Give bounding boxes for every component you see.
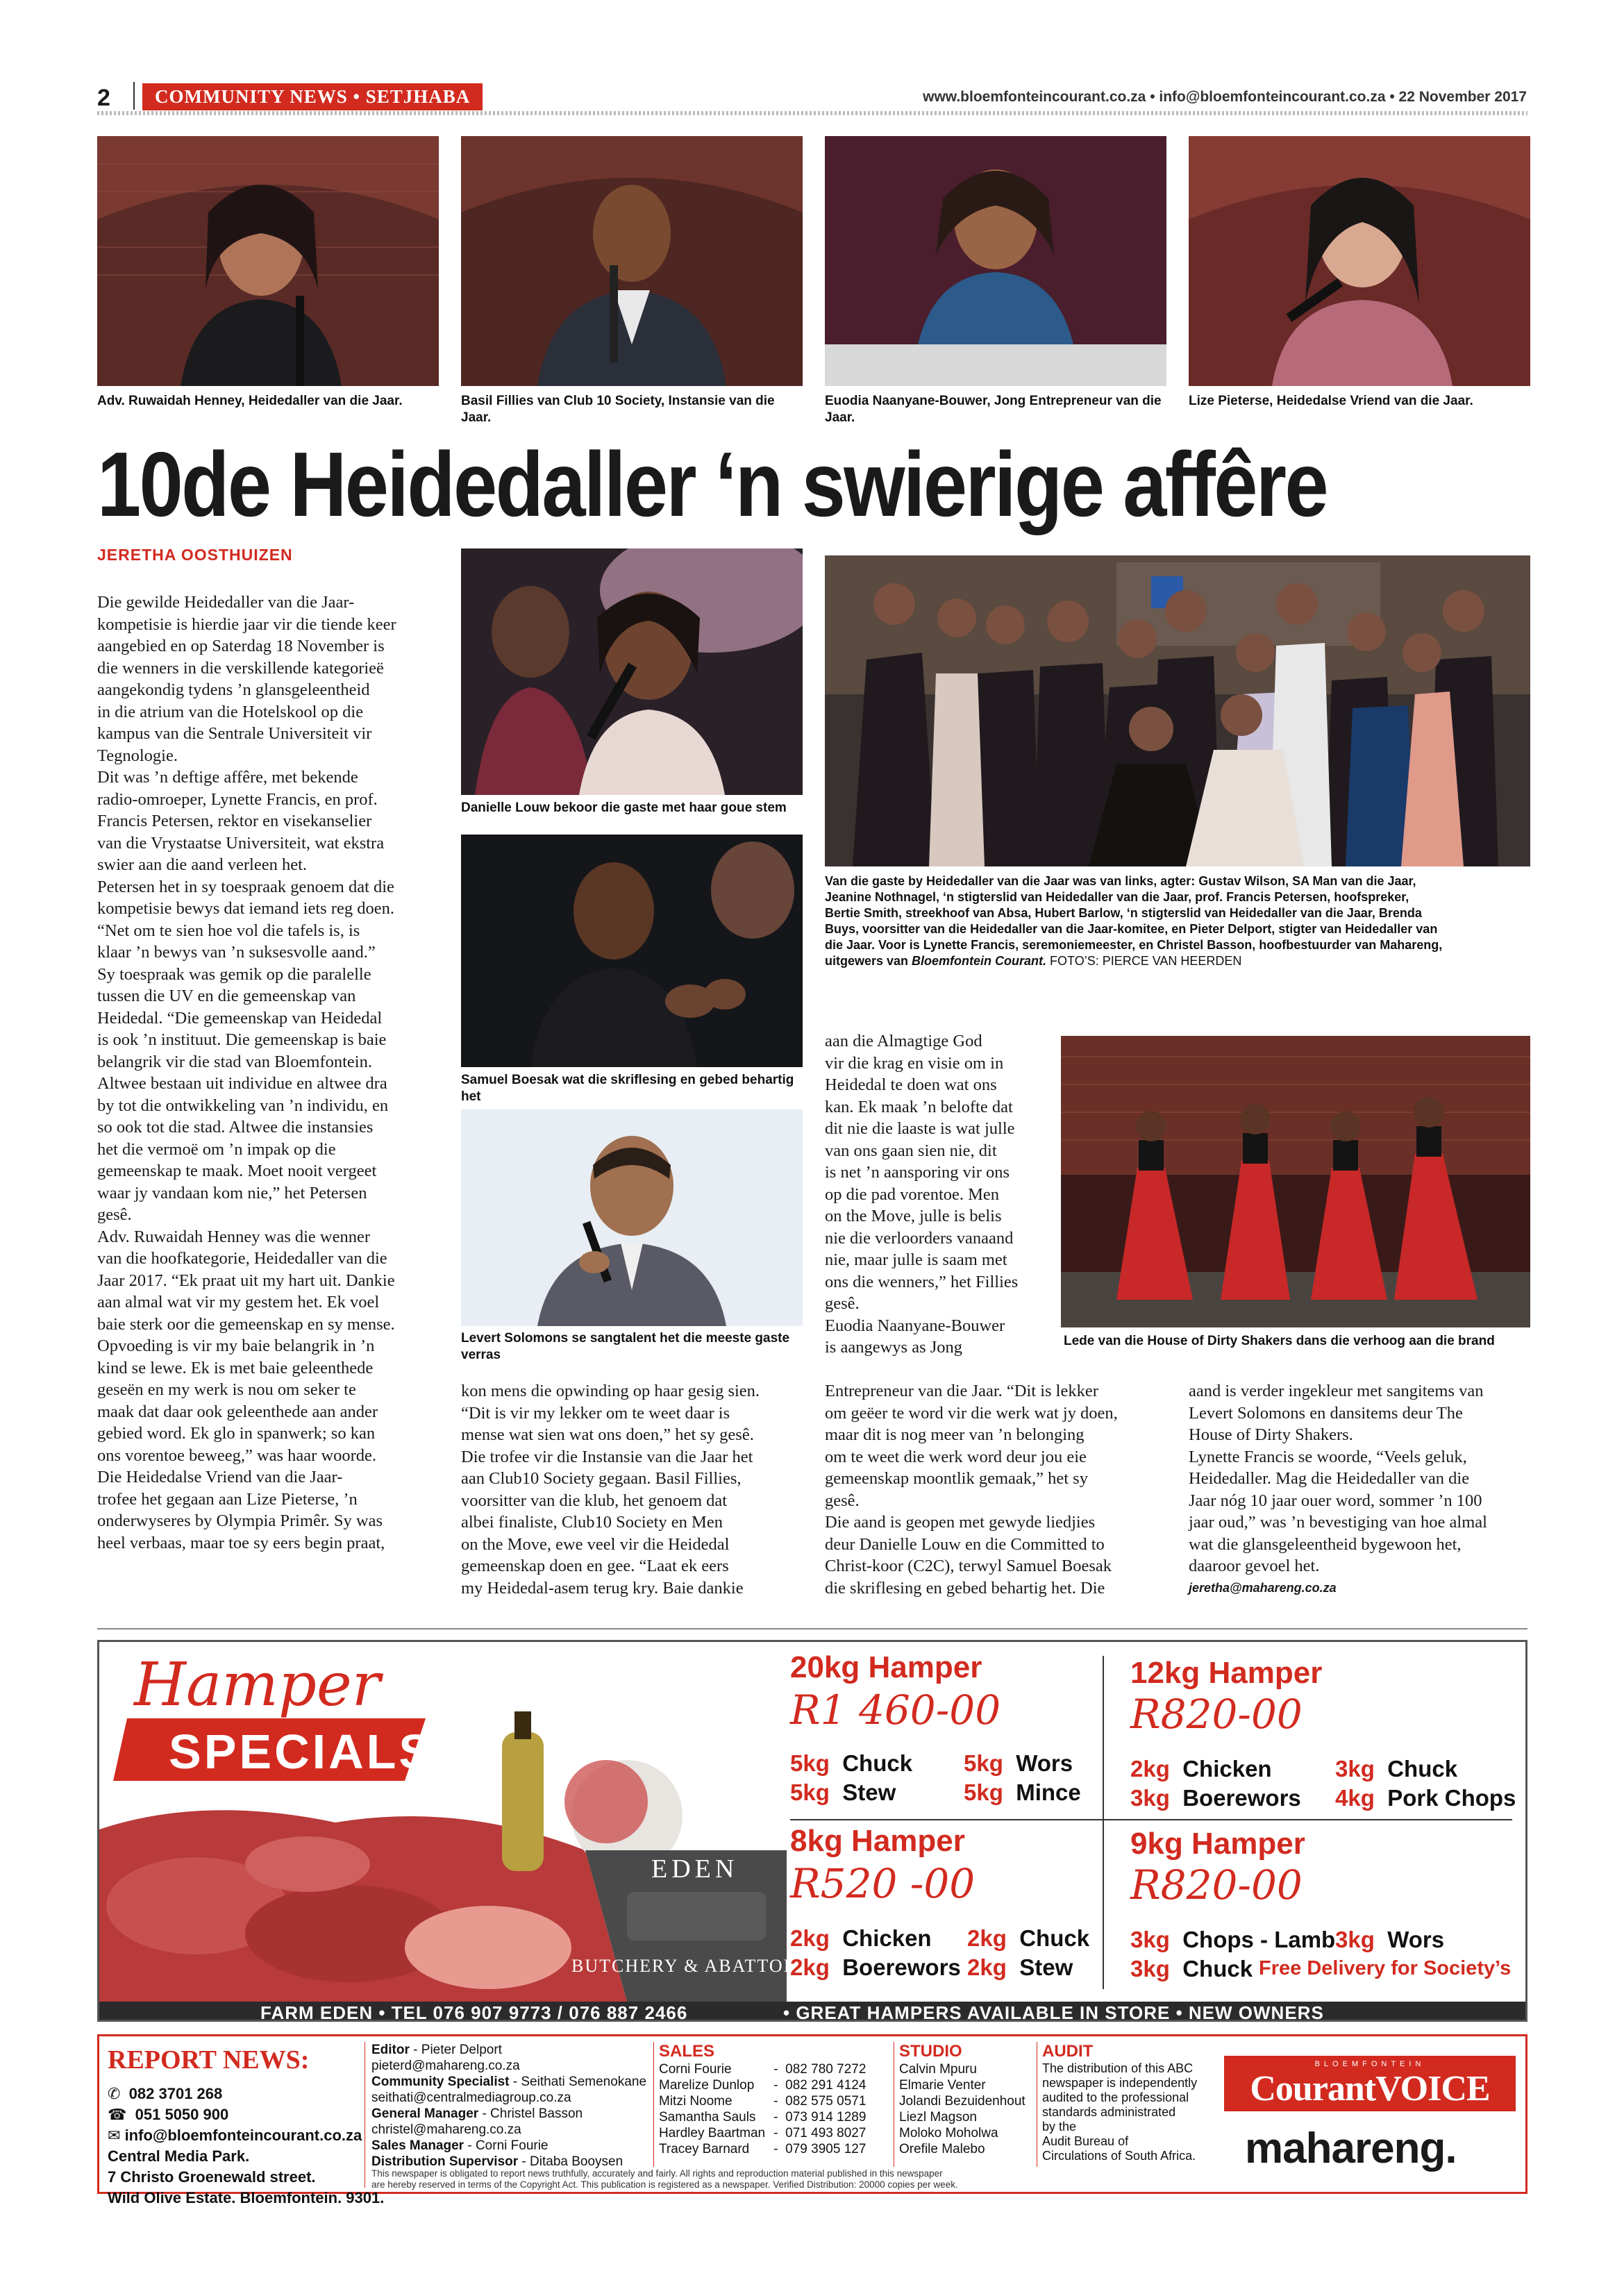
staff-line: Community Specialist - Seithati Semenokane bbox=[371, 2075, 647, 2089]
advert-script-title: Hamper bbox=[134, 1650, 380, 1720]
studio-member: Liezl Magson bbox=[899, 2110, 977, 2125]
text-line: wat die glansgeleentheid bygewoon het, bbox=[1189, 1534, 1462, 1554]
email-line[interactable]: ✉ info@bloemfonteincourant.co.za bbox=[108, 2127, 362, 2144]
text-line: trofee het gegaan aan Lize Pieterse, ’n bbox=[97, 1489, 358, 1509]
studio-member: Jolandi Bezuidenhout bbox=[899, 2094, 1026, 2109]
article-column-2 bbox=[461, 1380, 808, 1599]
phone-line: ☎ 051 5050 900 bbox=[108, 2106, 229, 2123]
advert-brand-sub: BUTCHERY & ABATTOIR bbox=[571, 1956, 805, 1976]
text-line: deur Danielle Louw en die Committed to bbox=[825, 1534, 1105, 1554]
audit-line: The distribution of this ABC bbox=[1042, 2061, 1194, 2075]
text-line: die wenners in die verskillende kategorieë bbox=[97, 658, 384, 678]
advert-tagline: • GREAT HAMPERS AVAILABLE IN STORE • NEW OWNERS bbox=[783, 2002, 1324, 2022]
studio-member: Calvin Mpuru bbox=[899, 2062, 977, 2077]
text-line: maak dat daar ook geleenthede aan ander bbox=[97, 1402, 378, 1421]
hamper-8kg-title: 8kg Hamper bbox=[790, 1824, 965, 1858]
text-line: so ook tot die stad. Altwee die instansies bbox=[97, 1118, 374, 1137]
audit-line: Circulations of South Africa. bbox=[1042, 2149, 1196, 2163]
text-line: is ook ’n instituut. Die gemeenskap is baie bbox=[97, 1030, 387, 1049]
report-contacts bbox=[108, 2084, 384, 2209]
text-line: Die gewilde Heidedaller van die Jaar- bbox=[97, 593, 355, 612]
audit-line: standards administrated bbox=[1042, 2105, 1176, 2119]
text-line: “Net om te sien hoe vol die tafels is, is bbox=[97, 921, 360, 940]
text-line: gesê. bbox=[825, 1294, 860, 1313]
text-line: jaar oud,” was ’n bevestiging van hoe almal bbox=[1189, 1513, 1487, 1532]
staff-line: seithati@centralmediagroup.co.za bbox=[371, 2090, 571, 2105]
studio-member: Orefile Malebo bbox=[899, 2142, 985, 2156]
photo-basil-fillies bbox=[461, 136, 803, 386]
text-line: kompetisie bewys dat iemand iets reg doen. bbox=[97, 899, 394, 918]
whatsapp-line: ✆ 082 3701 268 bbox=[108, 2085, 223, 2102]
free-delivery-note: Free Delivery for Society’s bbox=[1259, 1957, 1512, 1979]
hamper-item: 3kg Wors bbox=[1335, 1927, 1445, 1952]
text-line: Petersen het in sy toespraak genoem dat die bbox=[97, 877, 394, 896]
text-line: Heidedaller. Mag die Heidedaller van die bbox=[1189, 1469, 1470, 1488]
audit-line: audited to the professional bbox=[1042, 2090, 1189, 2104]
text-line: “Dit is vir my lekker om te weet daar is bbox=[461, 1403, 730, 1423]
text-line: aangebied en op Saterdag 18 November is bbox=[97, 637, 385, 655]
header-divider bbox=[133, 82, 135, 110]
page-number: 2 bbox=[97, 85, 110, 111]
text-line: Heidedal. “Die gemeenskap van Heidedal bbox=[97, 1008, 383, 1028]
sales-row: Mitzi Noome - 082 575 0571 bbox=[659, 2094, 867, 2109]
text-line: geseën en my werk is nou om seker te bbox=[97, 1380, 356, 1399]
text-line: House of Dirty Shakers. bbox=[1189, 1425, 1353, 1444]
text-line: Levert Solomons en dansitems deur The bbox=[1189, 1403, 1463, 1423]
text-line: gesê. bbox=[97, 1205, 132, 1224]
text-line: baie sterk oor die gemeenskap en sy mense. bbox=[97, 1314, 395, 1334]
text-line: Lynette Francis se woorde, “Veels geluk, bbox=[1189, 1447, 1467, 1466]
text-line: Adv. Ruwaidah Henney was die wenner bbox=[97, 1227, 371, 1246]
mahareng-logo: mahareng. bbox=[1245, 2125, 1457, 2172]
caption-group-line-last bbox=[825, 953, 1530, 969]
text-line: aand is verder ingekleur met sangitems van bbox=[1189, 1382, 1484, 1400]
text-line: maar dit is nog meer van ’n belonging bbox=[825, 1425, 1085, 1444]
hamper-item: 5kg Stew bbox=[790, 1779, 896, 1805]
text-line: Francis Petersen, rektor en visekanselier bbox=[97, 812, 372, 830]
staff-line: Distribution Supervisor - Ditaba Booysen bbox=[371, 2154, 623, 2169]
caption-ruwaidah: Adv. Ruwaidah Henney, Heidedaller van die Jaar. bbox=[97, 394, 403, 408]
advert-banner: SPECIALS bbox=[169, 1725, 435, 1779]
text-line: ons die wenners,” het Fillies bbox=[825, 1272, 1019, 1291]
text-line: van die Vrystaatse Universiteit, wat ekstra bbox=[97, 833, 385, 853]
hamper-12kg-title: 12kg Hamper bbox=[1130, 1656, 1323, 1690]
photo-ruwaidah-henney bbox=[97, 136, 439, 386]
text-line: Entrepreneur van die Jaar. “Dit is lekker bbox=[825, 1382, 1098, 1400]
text-line: Jaar 2017. “Ek praat uit my hart uit. Dankie bbox=[97, 1271, 395, 1290]
text-line: heel verbaas, maar toe sy eers begin praat, bbox=[97, 1533, 385, 1552]
photo-group-guests bbox=[825, 555, 1530, 866]
caption-danielle: Danielle Louw bekoor die gaste met haar goue stem bbox=[461, 801, 787, 815]
caption-group bbox=[825, 873, 1530, 969]
hamper-12kg-price: R820-00 bbox=[1130, 1691, 1303, 1738]
mail-icon: ✉ bbox=[108, 2127, 121, 2144]
text-line: Jaar nóg 10 jaar ouer word, sommer ’n 100 bbox=[1189, 1491, 1482, 1510]
text-line: kompetisie is hierdie jaar vir die tiende keer bbox=[97, 614, 396, 634]
text-line: vir die krag en visie om in bbox=[825, 1053, 1004, 1073]
text-line: on the Move, ewe veel vir die Heidedal bbox=[461, 1534, 730, 1554]
text-line: my Heidedal-asem terug kry. Baie dankie bbox=[461, 1578, 744, 1598]
text-line: Altwee bestaan uit individue en altwee dra bbox=[97, 1074, 387, 1093]
hamper-item: 2kg Chuck bbox=[967, 1925, 1090, 1951]
text-line: by tot die ontwikkeling van ’n individu, en bbox=[97, 1096, 389, 1115]
text-line: het die vermoë om ’n impak op die bbox=[97, 1139, 336, 1159]
header-rule bbox=[97, 111, 1527, 115]
logo-small-text: BLOEMFONTEIN bbox=[1314, 2060, 1425, 2068]
staff-line: pieterd@mahareng.co.za bbox=[371, 2059, 520, 2073]
text-line: gesê. bbox=[825, 1491, 860, 1510]
caption-group-line: Van die gaste by Heidedaller van die Jaar was van links, agter: Gustav Wilson, SA Man van die Jaar, bbox=[825, 874, 1416, 888]
text-line: kon mens die opwinding op haar gesig sien. bbox=[461, 1382, 760, 1400]
hamper-item: 3kg Boerewors bbox=[1130, 1785, 1301, 1811]
caption-group-line: Jeanine Nothnagel, ‘n stigterslid van Heidedaller van die Jaar, prof. Francis Petersen, hoofspreker, bbox=[825, 890, 1409, 904]
caption-euodia: Euodia Naanyane-Bouwer, Jong Entrepreneur van die Jaar. bbox=[825, 394, 1162, 425]
footer-divider bbox=[653, 2042, 654, 2167]
photo-danielle-louw bbox=[461, 548, 803, 795]
text-line: kind se lewe. Ek is met baie geleenthede bbox=[97, 1358, 374, 1377]
text-line: tussen die UV en die gemeenskap van bbox=[97, 987, 356, 1005]
text-line: om geëer te word vir die werk wat jy doen, bbox=[825, 1403, 1118, 1423]
caption-group-line: Bertie Smith, streekhoof van Absa, Hubert Barlow, ‘n stigterslid van Heidedaller van die Jaar, Brenda bbox=[825, 906, 1422, 920]
hamper-item: 2kg Chicken bbox=[1130, 1756, 1272, 1782]
text-line: die skriflesing en gebed behartig het. Die bbox=[825, 1578, 1105, 1598]
hamper-item: 2kg Chicken bbox=[790, 1925, 932, 1951]
article-column-3a bbox=[825, 1030, 1054, 1359]
caption-dancers: Lede van die House of Dirty Shakers dans die verhoog aan die brand bbox=[1064, 1334, 1495, 1348]
caption-samuel: Samuel Boesak wat die skriflesing en gebed behartig het bbox=[461, 1073, 794, 1104]
text-line: Heidedal te doen wat ons bbox=[825, 1075, 997, 1094]
studio-title: STUDIO bbox=[899, 2042, 962, 2061]
phone-icon: ☎ bbox=[108, 2106, 127, 2123]
text-line: ons vorentoe beweeg,” was haar woorde. bbox=[97, 1446, 377, 1465]
author-email[interactable]: jeretha@mahareng.co.za bbox=[1189, 1580, 1337, 1595]
photo-credit: FOTO’S: PIERCE VAN HEERDEN bbox=[1046, 954, 1242, 968]
hamper-item: 5kg Mince bbox=[964, 1779, 1081, 1805]
text-line: gemeenskap doen en gee. “Laat ek eers bbox=[461, 1557, 729, 1575]
text-line: gemeenskap moontlik gemaak,” het sy bbox=[825, 1469, 1088, 1488]
hamper-divider bbox=[1103, 1656, 1104, 1989]
text-line: Tegnologie. bbox=[97, 746, 178, 765]
sales-row: Tracey Barnard - 079 3905 127 bbox=[659, 2142, 867, 2156]
text-line: Euodia Naanyane-Bouwer bbox=[825, 1316, 1005, 1335]
text-line: om te weet die werk word deur jou eie bbox=[825, 1447, 1087, 1466]
text-line: mense wat sien wat ons doen,” het sy gesê. bbox=[461, 1425, 754, 1444]
staff-line: Sales Manager - Corni Fourie bbox=[371, 2138, 549, 2153]
hamper-item: 2kg Boerewors bbox=[790, 1954, 961, 1980]
header-meta: www.bloemfonteincourant.co.za • info@bloemfonteincourant.co.za • 22 November 2017 bbox=[923, 89, 1527, 105]
photo-lize-pieterse bbox=[1189, 136, 1530, 386]
caption-basil: Basil Fillies van Club 10 Society, Instansie van die Jaar. bbox=[461, 394, 775, 425]
text-line: op die pad vorentoe. Men bbox=[825, 1184, 1000, 1204]
byline: JERETHA OOSTHUIZEN bbox=[97, 546, 293, 564]
advert-brand: EDEN bbox=[651, 1854, 739, 1884]
hamper-item: 4kg Pork Chops bbox=[1335, 1785, 1516, 1811]
photo-euodia-naanyane-bouwer bbox=[825, 136, 1166, 386]
text-line: Die Heidedalse Vriend van die Jaar- bbox=[97, 1468, 343, 1486]
text-line: is net ’n aansporing vir ons bbox=[825, 1163, 1010, 1182]
text-line: gemeenskap te maak. Moet nooit vergeet bbox=[97, 1162, 377, 1180]
text-line: waar jy vandaan kom nie,” het Petersen bbox=[97, 1183, 367, 1203]
photo-samuel-boesak bbox=[461, 835, 803, 1067]
text-line: albei finaliste, Club10 Society en Men bbox=[461, 1513, 723, 1532]
audit-text bbox=[1042, 2061, 1216, 2163]
staff-line: christel@mahareng.co.za bbox=[371, 2122, 521, 2137]
photo-levert-solomons bbox=[461, 1109, 803, 1326]
text-line: aan die Almagtige God bbox=[825, 1032, 982, 1050]
hamper-20kg-price: R1 460-00 bbox=[790, 1686, 1001, 1734]
text-line: Die aand is geopen met gewyde liedjies bbox=[825, 1513, 1096, 1532]
address-line: Wild Olive Estate. Bloemfontein. 9301. bbox=[108, 2189, 385, 2206]
hamper-item: 3kg Chops - Lamb bbox=[1130, 1927, 1336, 1952]
hamper-8kg-price: R520 -00 bbox=[790, 1860, 976, 1907]
publication-name: Bloemfontein Courant. bbox=[912, 954, 1047, 968]
text-line: aan almal wat vir my gestem het. Ek voel bbox=[97, 1293, 380, 1312]
staff-line: General Manager - Christel Basson bbox=[371, 2106, 583, 2121]
text-line: nie, maar julle is saam met bbox=[825, 1250, 1007, 1269]
article-divider bbox=[97, 1628, 1527, 1629]
article-column-3b bbox=[825, 1380, 1172, 1599]
hamper-divider bbox=[790, 1819, 1512, 1820]
hamper-20kg-title: 20kg Hamper bbox=[790, 1650, 982, 1684]
text-line: radio-omroeper, Lynette Francis, en prof. bbox=[97, 789, 378, 809]
studio-member: Elmarie Venter bbox=[899, 2078, 986, 2093]
headline: 10de Heidedaller ‘n swierige affêre bbox=[97, 433, 1327, 535]
staff-list bbox=[371, 2042, 656, 2170]
caption-levert: Levert Solomons se sangtalent het die meeste gaste verras bbox=[461, 1331, 790, 1362]
hamper-item: 3kg Chuck bbox=[1130, 1956, 1253, 1981]
hamper-9kg-title: 9kg Hamper bbox=[1130, 1827, 1305, 1861]
audit-line: by the bbox=[1042, 2120, 1077, 2134]
caption-lize: Lize Pieterse, Heidedalse Vriend van die Jaar. bbox=[1189, 394, 1473, 408]
caption-text: uitgewers van bbox=[825, 954, 912, 968]
studio-member: Moloko Moholwa bbox=[899, 2126, 998, 2140]
text-line: aangekondig tydens ’n glansgeleentheid bbox=[97, 680, 370, 699]
text-line: klaar ’n bewys van ’n suksesvolle aand.” bbox=[97, 943, 376, 962]
advert-contact: FARM EDEN • TEL 076 907 9773 / 076 887 2466 bbox=[260, 2002, 688, 2022]
text-line: Die trofee vir die Instansie van die Jaar het bbox=[461, 1447, 753, 1466]
logo-main-text: CourantVOICE bbox=[1250, 2069, 1490, 2109]
text-line: daaroor gevoel het. bbox=[1189, 1557, 1320, 1575]
audit-line: newspaper is independently bbox=[1042, 2076, 1198, 2090]
text-line: gebied word. Ek glo in spanwerk; so kan bbox=[97, 1424, 376, 1443]
photo-dirty-shakers bbox=[1061, 1036, 1530, 1327]
text-line: voorsitter van die klub, het genoem dat bbox=[461, 1491, 728, 1510]
text-line: kan. Ek maak ’n belofte dat bbox=[825, 1097, 1013, 1116]
section-tag: COMMUNITY NEWS • SETJHABA bbox=[142, 83, 483, 110]
caption-group-line: die Jaar. Voor is Lynette Francis, seremoniemeester, en Christel Basson, hoofbestuurder van Mahareng, bbox=[825, 938, 1443, 952]
text-line: is aangewys as Jong bbox=[825, 1338, 963, 1357]
report-news-title: REPORT NEWS: bbox=[108, 2045, 310, 2075]
audit-line: Audit Bureau of bbox=[1042, 2134, 1129, 2148]
sales-row: Samantha Sauls - 073 914 1289 bbox=[659, 2110, 867, 2125]
text-line: onderwyseres by Olympia Primêr. Sy was bbox=[97, 1511, 383, 1530]
hamper-item: 2kg Stew bbox=[967, 1954, 1073, 1980]
text-line: on the Move, julle is belis bbox=[825, 1207, 1002, 1225]
text-line: swier aan die aand verleen het. bbox=[97, 855, 308, 874]
disclaimer-line: are hereby reserved in terms of the Copyright Act. This publication is registered as a newspaper. Verified Distribution: 20000 copies per week. bbox=[371, 2179, 958, 2190]
advert-info-bar bbox=[99, 2002, 1525, 2022]
staff-line: Editor - Pieter Delport bbox=[371, 2043, 502, 2057]
masthead-footer bbox=[97, 2034, 1527, 2206]
hamper-9kg-price: R820-00 bbox=[1130, 1861, 1303, 1909]
article-column-4 bbox=[1189, 1380, 1532, 1599]
disclaimer-line: This newspaper is obligated to report news truthfully, accurately and fairly. All rights and reproduction material published in this newspaper bbox=[371, 2168, 943, 2179]
text-line: van die hoofkategorie, Heidedaller van die bbox=[97, 1249, 387, 1268]
text-line: dit nie die laaste is wat julle bbox=[825, 1119, 1015, 1138]
text-line: Sy toespraak was gemik op die paralelle bbox=[97, 964, 371, 984]
text-line: van ons gaan sien nie, dit bbox=[825, 1141, 997, 1160]
article-column-1 bbox=[97, 592, 451, 1554]
text-line: Christ-koor (C2C), terwyl Samuel Boesak bbox=[825, 1557, 1112, 1575]
audit-title: AUDIT bbox=[1042, 2042, 1094, 2061]
courant-voice-logo bbox=[1224, 2056, 1516, 2111]
text-line: kampus van die Sentrale Universiteit vir bbox=[97, 724, 372, 743]
sales-list bbox=[659, 2061, 895, 2157]
hamper-item: 5kg Chuck bbox=[790, 1750, 913, 1776]
hamper-advert bbox=[97, 1640, 1527, 2022]
hamper-item: 5kg Wors bbox=[964, 1750, 1073, 1776]
text-line: Opvoeding is vir my baie belangrik in ’n bbox=[97, 1336, 375, 1355]
text-line: in die atrium van die Hotelskool op die bbox=[97, 702, 364, 721]
sales-row: Marelize Dunlop - 082 291 4124 bbox=[659, 2078, 867, 2093]
text-line: Dit was ’n deftige affêre, met bekende bbox=[97, 768, 358, 787]
text-line: belangrik vir die stad van Bloemfontein. bbox=[97, 1052, 372, 1071]
studio-list bbox=[899, 2061, 1038, 2157]
address-line: Central Media Park. bbox=[108, 2147, 250, 2165]
caption-group-line: Buys, voorsitter van die Heidedaller van die Jaar-komitee, en Pieter Delport, stigter van Heidedaller van bbox=[825, 922, 1438, 936]
hamper-item: 3kg Chuck bbox=[1335, 1756, 1458, 1782]
address-line: 7 Christo Groenewald street. bbox=[108, 2168, 316, 2186]
whatsapp-icon: ✆ bbox=[108, 2085, 121, 2102]
text-line: nie die verloorders vanaand bbox=[825, 1228, 1014, 1248]
sales-row: Corni Fourie - 082 780 7272 bbox=[659, 2062, 867, 2077]
disclaimer bbox=[371, 2168, 1205, 2190]
sales-title: SALES bbox=[659, 2042, 715, 2061]
text-line: aan Club10 Society gegaan. Basil Fillies, bbox=[461, 1469, 742, 1488]
sales-row: Hardley Baartman - 071 493 8027 bbox=[659, 2126, 867, 2140]
